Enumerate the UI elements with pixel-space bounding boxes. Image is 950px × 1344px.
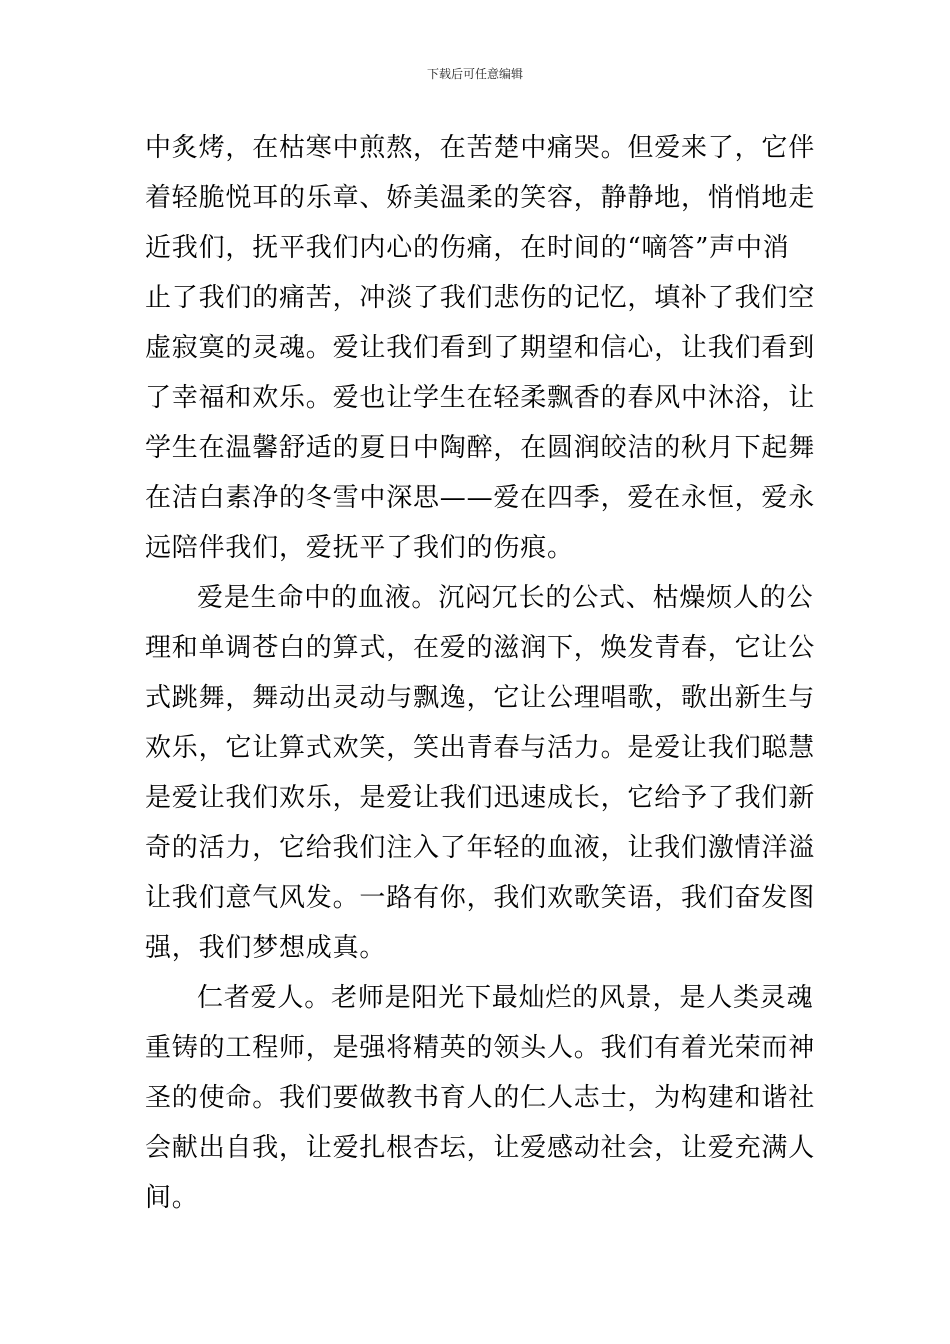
text-line: 虚寂寞的灵魂。爱让我们看到了期望和信心，让我们看到	[145, 333, 816, 363]
text-line: 止了我们的痛苦，冲淡了我们悲伤的记忆，填补了我们空	[145, 283, 816, 313]
text-line: 重铸的工程师，是强将精英的领头人。我们有着光荣而神	[145, 1033, 816, 1063]
text-line: 圣的使命。我们要做教书育人的仁人志士，为构建和谐社	[145, 1083, 816, 1113]
text-line: 着轻脆悦耳的乐章、娇美温柔的笑容，静静地，悄悄地走	[145, 183, 816, 213]
text-line: 式跳舞，舞动出灵动与飘逸，它让公理唱歌，歌出新生与	[145, 683, 816, 713]
text-line: 近我们，抚平我们内心的伤痛，在时间的“嘀答”声中消	[145, 233, 790, 263]
text-line: 是爱让我们欢乐，是爱让我们迅速成长，它给予了我们新	[145, 783, 816, 813]
text-line: 在洁白素净的冬雪中深思——爱在四季，爱在永恒，爱永	[145, 483, 816, 513]
text-line: 会献出自我，让爱扎根杏坛，让爱感动社会，让爱充满人	[145, 1133, 816, 1163]
text-line: 强，我们梦想成真。	[145, 933, 387, 963]
text-line: 理和单调苍白的算式，在爱的滋润下，焕发青春，它让公	[145, 633, 816, 663]
text-line: 欢乐，它让算式欢笑，笑出青春与活力。是爱让我们聪慧	[145, 733, 816, 763]
text-line: 间。	[145, 1183, 199, 1213]
text-line: 奇的活力，它给我们注入了年轻的血液，让我们激情洋溢	[145, 833, 816, 863]
text-line: 让我们意气风发。一路有你，我们欢歌笑语，我们奋发图	[145, 883, 816, 913]
text-line: 了幸福和欢乐。爱也让学生在轻柔飘香的春风中沐浴，让	[145, 383, 816, 413]
text-line: 中炙烤，在枯寒中煎熬，在苦楚中痛哭。但爱来了，它伴	[145, 133, 816, 163]
text-line: 远陪伴我们，爱抚平了我们的伤痕。	[145, 533, 574, 563]
paragraph-first-line: 仁者爱人。老师是阳光下最灿烂的风景，是人类灵魂	[197, 983, 814, 1013]
text-line: 学生在温馨舒适的夏日中陶醉，在圆润皎洁的秋月下起舞	[145, 433, 816, 463]
paragraph-first-line: 爱是生命中的血液。沉闷冗长的公式、枯燥烦人的公	[197, 583, 814, 613]
page-header: 下载后可任意编辑	[426, 67, 523, 81]
